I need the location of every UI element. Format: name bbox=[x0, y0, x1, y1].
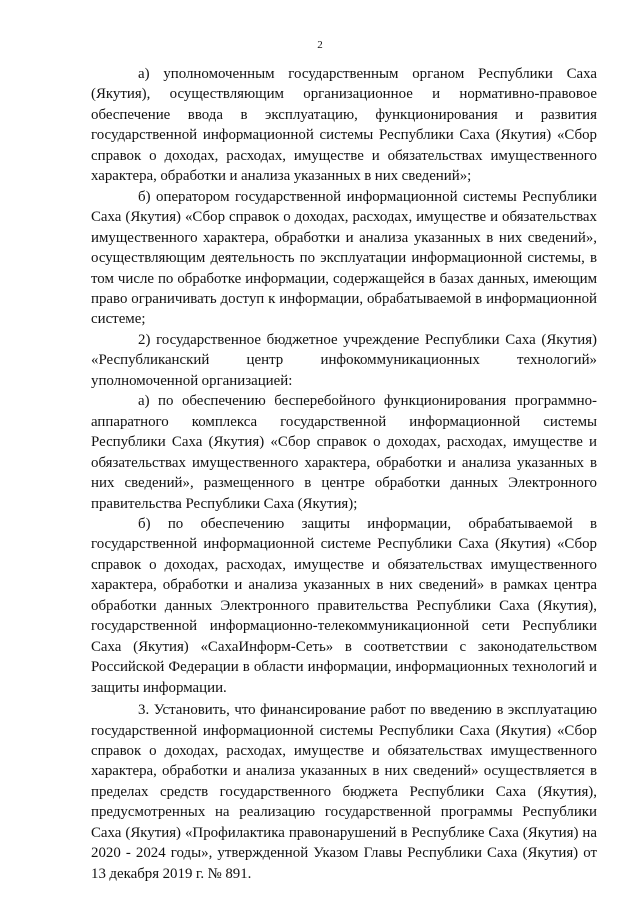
paragraph-uninterrupted-operation: а) по обеспечению бесперебойного функционирования программно-аппаратного комплекса государственной информационной системы Республики Саха (Якутия) «Сбор справок о доходах, расходах, имуществе и обязательствах имущественного характера, обработки и анализа указанных в них сведений», размещенного в центре обработки данных Электронного правительства Республики Саха (Якутия); bbox=[91, 393, 597, 512]
paragraph-system-operator: б) оператором государственной информационной системы Республики Саха (Якутия) «Сбор справок о доходах, расходах, имуществе и обязательствах имущественного характера, обработки и анализа указанных в них сведений», осуществляющим деятельность по эксплуатации информационной системы, в том числе по обработке информации, содержащейся в базах данных, имеющим право ограничивать доступ к информации, обрабатываемой в информационной системе; bbox=[91, 188, 597, 328]
paragraph-financing: 3. Установить, что финансирование работ по введению в эксплуатацию государственной информационной системы Республики Саха (Якутия) «Сбор справок о доходах, расходах, имуществе и обязательствах имущественного характера, обработки и анализа указанных в них сведений» осуществляется в пределах средств государственного бюджета Республики Саха (Якутия), предусмотренных на реализацию государственной программы Республики Саха (Якутия) «Профилактика правонарушений в Республике Саха (Якутия) на 2020 - 2024 годы», утвержденной Указом Главы Республики Саха (Якутия) от 13 декабря 2019 г. № 891. bbox=[91, 702, 597, 882]
paragraph-authorized-body: а) уполномоченным государственным органом Республики Саха (Якутия), осуществляющим организационное и нормативно-правовое обеспечение ввода в эксплуатацию, функционирования и развития государственной информационной системы Республики Саха (Якутия) «Сбор справок о доходах, расходах, имуществе и обязательствах имущественного характера, обработки и анализа указанных в них сведений»; bbox=[91, 66, 597, 185]
page-number: 2 bbox=[317, 39, 323, 51]
paragraph-budget-institution: 2) государственное бюджетное учреждение Республики Саха (Якутия) «Республиканский центр инфокоммуникационных технологий» уполномоченной организацией: bbox=[91, 331, 597, 389]
paragraph-information-protection: б) по обеспечению защиты информации, обрабатываемой в государственной информационной системе Республики Саха (Якутия) «Сбор справок о доходах, расходах, имуществе и обязательствах имущественного характера, обработки и анализа указанных в них сведений» в рамках центра обработки данных Электронного правительства Республики Саха (Якутия), государственной информационно-телекоммуникационной сети Республики Саха (Якутия) «СахаИнформ-Сеть» в соответствии с законодательством Российской Федерации в области информации, информационных технологий и защиты информации. bbox=[91, 515, 597, 696]
document-body bbox=[91, 64, 597, 884]
